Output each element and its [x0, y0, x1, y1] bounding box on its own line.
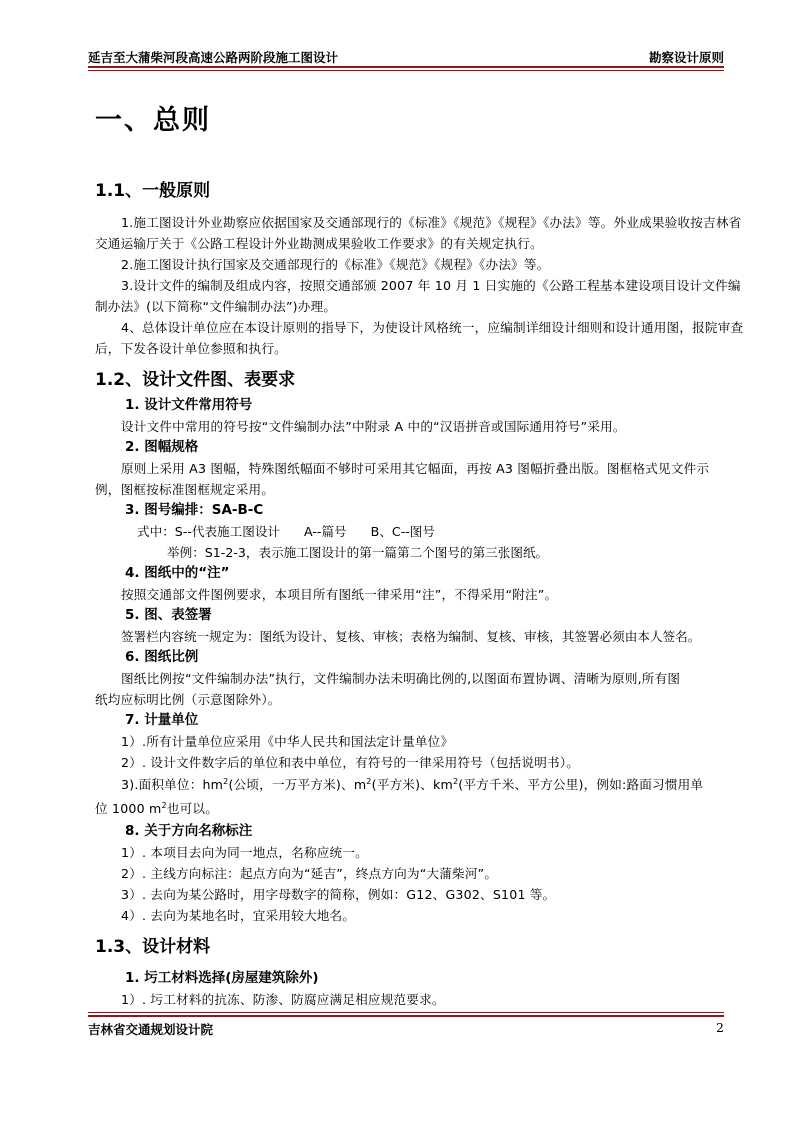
subheading: 7. 计量单位 — [125, 712, 199, 728]
footer-rule-thin — [88, 1012, 724, 1013]
text-line: 3）. 去向为某公路时，用字母数字的简称，例如：G12、G302、S101 等。 — [121, 887, 556, 902]
text-line: 纸均应标明比例（示意图除外）。 — [95, 692, 281, 707]
text-line: 签署栏内容统一规定为：图纸为设计、复核、审核；表格为编制、复核、审核，其签署必须由本人签名。 — [121, 629, 701, 644]
subheading: 4. 图纸中的“注” — [125, 565, 230, 581]
subheading: 3. 图号编排：SA-B-C — [125, 502, 264, 518]
paragraph: 4、总体设计单位应在本设计原则的指导下，为使设计风格统一，应编制详细设计细则和设计通用图，报院审查后，下发各设计单位参照和执行。 — [95, 320, 744, 356]
text-line: 按照交通部文件图例要求，本项目所有图纸一律采用“注”，不得采用“附注”。 — [121, 587, 558, 602]
text-line: 4）. 去向为某地名时，宜采用较大地名。 — [121, 908, 356, 923]
text-line: 1）. 圬工材料的抗冻、防渗、防腐应满足相应规范要求。 — [121, 992, 445, 1007]
text-line: 2）. 设计文件数字后的单位和表中单位，有符号的一律采用符号（包括说明书）。 — [121, 755, 580, 770]
document-body — [95, 176, 758, 1010]
text-line: 原则上采用 A3 图幅，特殊图纸幅面不够时可采用其它幅面，再按 A3 图幅折叠出版。图框格式见文件示 — [121, 461, 710, 476]
page-number: 2 — [716, 1020, 724, 1035]
footer-org: 吉林省交通规划设计院 — [88, 1022, 214, 1037]
header-rule-thin — [88, 70, 724, 71]
subheading: 6. 图纸比例 — [125, 649, 199, 665]
text-line: 例，图框按标准图框规定采用。 — [95, 482, 275, 497]
paragraph: 3.设计文件的编制及组成内容，按照交通部颁 2007 年 10 月 1 日实施的《公路工程基本建设项目设计文件编制办法》(以下简称“文件编制办法”)办理。 — [95, 278, 741, 314]
header-section: 勘察设计原则 — [648, 50, 724, 65]
header-rule — [88, 66, 724, 68]
text-line: 图纸比例按“文件编制办法”执行，文件编制办法未明确比例的,以图面布置协调、清晰为原则,所有图 — [121, 671, 681, 686]
page-header — [88, 48, 724, 64]
subheading: 2. 图幅规格 — [125, 439, 199, 455]
text-line: 1）.所有计量单位应采用《中华人民共和国法定计量单位》 — [121, 734, 454, 749]
text-line: 设计文件中常用的符号按“文件编制办法”中附录 A 中的“汉语拼音或国际通用符号”采用。 — [121, 419, 626, 434]
section-heading: 1.3、设计材料 — [95, 937, 211, 957]
text-line: 1）. 本项目去向为同一地点，名称应统一。 — [121, 845, 368, 860]
section-heading: 1.1、一般原则 — [95, 181, 211, 201]
subheading: 1. 设计文件常用符号 — [125, 397, 253, 413]
text-line: 式中：S--代表施工图设计 A--篇号 B、C--图号 — [137, 524, 435, 539]
subheading: 5. 图、表签署 — [125, 607, 212, 623]
text-line: 3).面积单位：$hm^2$(公顷，一万平方米)、$m^2$(平方米)、$km^2$(平方千米、平方公里)，例如:路面习惯用单 — [121, 776, 704, 792]
text-line: 2）. 主线方向标注：起点方向为“延吉”，终点方向为“大蒲柴河”。 — [121, 866, 498, 881]
section-heading: 1.2、设计文件图、表要求 — [95, 370, 296, 390]
subheading: 8. 关于方向名称标注 — [125, 823, 253, 839]
subheading: 1. 圬工材料选择(房屋建筑除外) — [125, 970, 319, 986]
header-title: 延吉至大蒲柴河段高速公路两阶段施工图设计 — [88, 50, 339, 65]
paragraph: 1.施工图设计外业勘察应依据国家及交通部现行的《标准》《规范》《规程》《办法》等。外业成果验收按吉林省交通运输厅关于《公路工程设计外业勘测成果验收工作要求》的有关规定执行。 — [95, 215, 742, 251]
chapter-title: 一、总则 — [95, 105, 211, 136]
text-line: 位 1000 $m^2$也可以。 — [95, 800, 219, 816]
paragraph: 2.施工图设计执行国家及交通部现行的《标准》《规范》《规程》《办法》等。 — [121, 257, 550, 272]
text-line: 举例：S1-2-3，表示施工图设计的第一篇第二个图号的第三张图纸。 — [167, 545, 549, 560]
footer-rule — [88, 1015, 724, 1017]
page-footer — [88, 1020, 724, 1038]
